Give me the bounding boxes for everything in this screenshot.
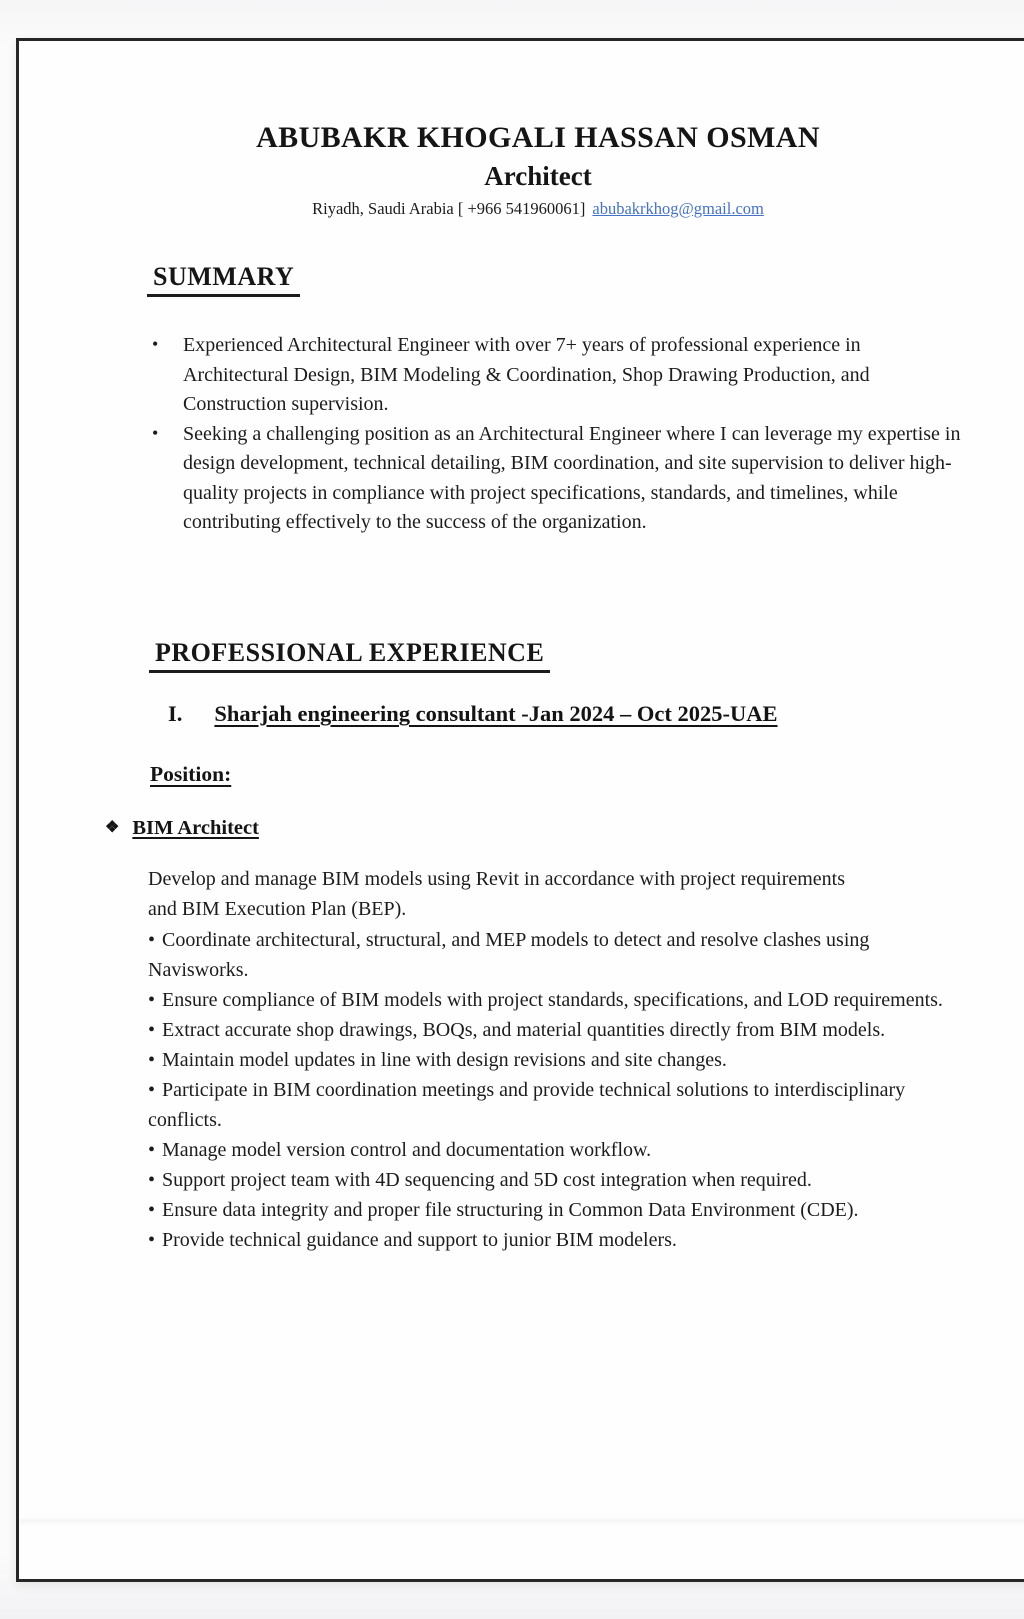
duty-text: Ensure data integrity and proper file structuring in Common Data Environment (CDE). xyxy=(162,1199,859,1221)
duty-item xyxy=(148,1225,945,1255)
summary-list xyxy=(150,331,973,538)
duty-item xyxy=(148,1195,945,1225)
contact-line xyxy=(0,199,1024,219)
role-name: BIM Architect xyxy=(132,817,259,839)
role-intro-paragraph: Develop and manage BIM models using Revit in accordance with project requirements and BIM Execution Plan (BEP). xyxy=(148,868,846,920)
bullet-dot-icon: • xyxy=(148,1169,156,1191)
summary-bullet-text: Seeking a challenging position as an Architectural Engineer where I can leverage my expertise in design development, technical detailing, BIM coordination, and site supervision to deliver high-quality projects in compliance with project specifications, standards, and timelines, while contributing effectively to the success of the organization. xyxy=(183,422,961,533)
diamond-bullet-icon: ❖ xyxy=(105,819,120,836)
experience-heading: PROFESSIONAL EXPERIENCE xyxy=(149,638,550,673)
duty-text: Provide technical guidance and support to junior BIM modelers. xyxy=(162,1229,677,1251)
summary-bullet-text: Experienced Architectural Engineer with over 7+ years of professional experience in Architectural Design, BIM Modeling & Coordination, Shop Drawing Production, and Construction supervision. xyxy=(183,334,870,415)
bullet-dot-icon: • xyxy=(148,1139,156,1161)
duty-text: Maintain model updates in line with design revisions and site changes. xyxy=(162,1049,727,1071)
duty-item xyxy=(148,925,945,985)
duty-text: Manage model version control and documentation workflow. xyxy=(162,1139,652,1161)
summary-heading: SUMMARY xyxy=(147,262,300,297)
person-name: ABUBAKR KHOGALI HASSAN OSMAN xyxy=(256,121,820,154)
duty-item xyxy=(148,1075,945,1135)
summary-bullet xyxy=(150,331,896,420)
duty-item xyxy=(148,1165,945,1195)
experience-entry-title-line xyxy=(168,701,778,727)
bullet-dot-icon: • xyxy=(148,1019,156,1041)
bullet-dot-icon: • xyxy=(148,1079,156,1101)
duty-text: Coordinate architectural, structural, and MEP models to detect and resolve clashes using Navisworks. xyxy=(148,929,870,981)
duty-text: Extract accurate shop drawings, BOQs, and material quantities directly from BIM models. xyxy=(162,1019,886,1041)
resume-header xyxy=(0,121,1024,219)
bullet-dot-icon: • xyxy=(148,1199,156,1221)
bullet-dot-icon: • xyxy=(152,334,159,354)
bullet-dot-icon: • xyxy=(148,1229,156,1251)
scan-artifact xyxy=(20,1516,1024,1526)
bullet-dot-icon: • xyxy=(152,422,159,443)
person-job-title: Architect xyxy=(484,161,592,191)
duty-item xyxy=(148,1015,945,1045)
entry-title: Sharjah engineering consultant -Jan 2024 – Oct 2025-UAE xyxy=(214,701,778,726)
bullet-dot-icon: • xyxy=(148,1049,156,1071)
duty-item xyxy=(148,1045,945,1075)
email-link[interactable]: abubakrkhog@gmail.com xyxy=(592,199,764,218)
duty-item xyxy=(148,1135,945,1165)
duty-text: Support project team with 4D sequencing and 5D cost integration when required. xyxy=(162,1169,812,1191)
duties-list xyxy=(148,925,945,1255)
location-phone: Riyadh, Saudi Arabia [ +966 541960061] xyxy=(312,199,586,218)
position-label: Position: xyxy=(150,762,232,786)
duty-text: Ensure compliance of BIM models with project standards, specifications, and LOD requirements. xyxy=(162,989,943,1011)
bullet-dot-icon: • xyxy=(148,929,156,951)
duty-text: Participate in BIM coordination meetings and provide technical solutions to interdisciplinary conflicts. xyxy=(148,1079,906,1131)
entry-numeral: I. xyxy=(168,701,183,726)
duty-item xyxy=(148,985,945,1015)
role-line xyxy=(105,817,259,840)
bullet-dot-icon: • xyxy=(148,989,156,1011)
summary-bullet xyxy=(150,420,973,538)
